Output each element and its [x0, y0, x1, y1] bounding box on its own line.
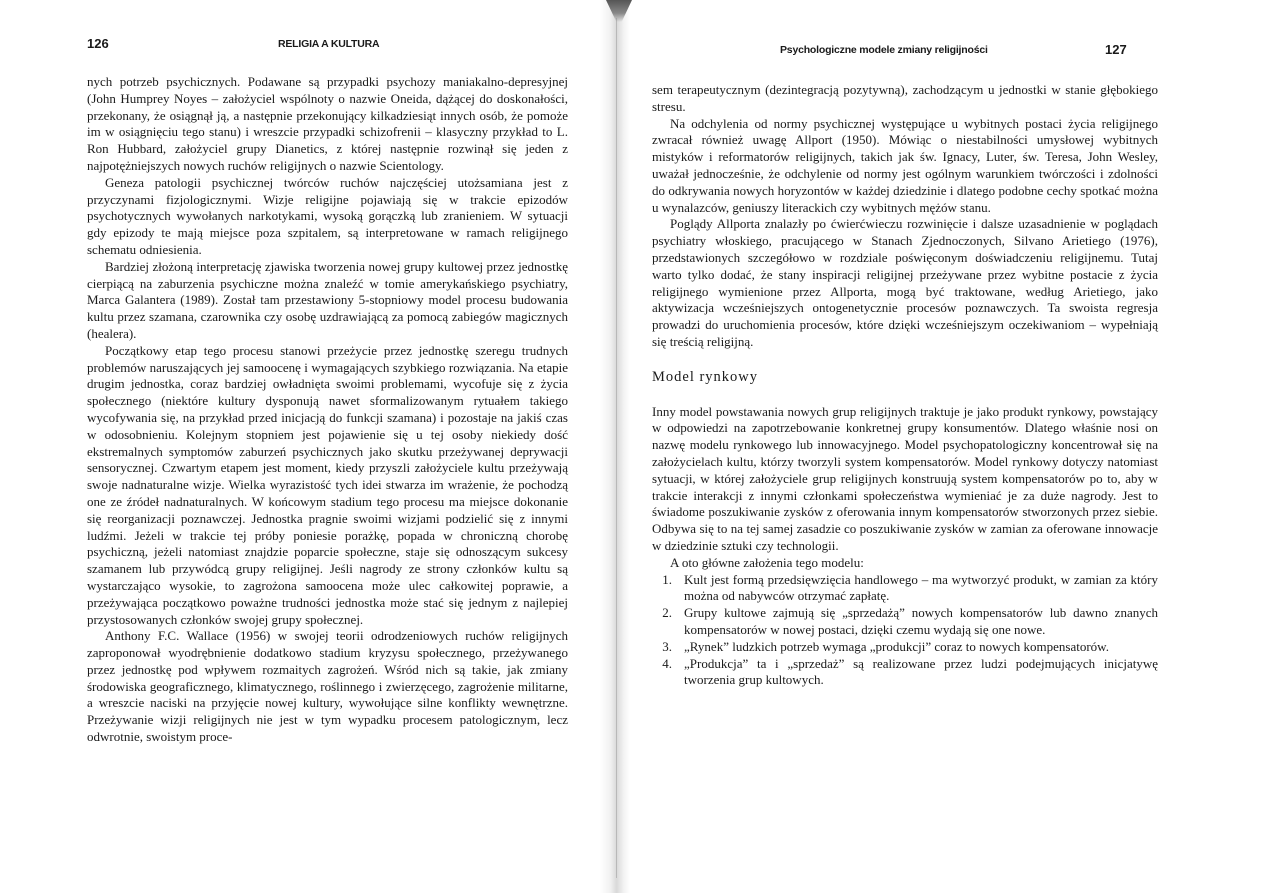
- right-page: [620, 0, 1263, 893]
- paragraph: nych potrzeb psychicznych. Podawane są przypadki psychozy maniakalno-depresyjnej (John Humprey Noyes – założyciel wspólnoty o nazwie Oneida, dążącej do doskonałości, przekonany, że osiągnął ją, a następnie przekonujący kilkadziesiąt innych osób, że pomoże im w osiągnięciu tego stanu) i wreszcie przypadki schizofrenii – klasyczny przykład to L. Ron Hubbard, założyciel grupy Dianetics, z której następnie rozwinął się jeden z najpotężniejszych nowych ruchów religijnych o nazwie Scientology.: [87, 74, 568, 173]
- list-item: 1. Kult jest formą przedsięwzięcia handlowego – ma wytworzyć produkt, w zamian za który można od nabywców otrzymać zapłatę.: [662, 571, 1158, 604]
- paragraph: Na odchylenia od normy psychicznej występujące u wybitnych postaci życia religijnego zwracał również uwagę Allport (1950). Mówiąc o niestabilności umysłowej wybitnych mistyków i reformatorów religijnych, takich jak św. Ignacy, Luter, św. Teresa, John Wesley, uważał jednocześnie, że odchylenie od normy jest ogólnym warunkiem twórczości i zdolności do odkrywania nowych horyzontów w każdej dziedzinie i dlatego podobne cechy spotkać można u wynalazców, geniuszy literackich czy wybitnych mężów stanu.: [652, 115, 1158, 215]
- list-item: 4. „Produkcja” ta i „sprzedaż” są realizowane przez ludzi podejmujących inicjatywę tworzenia grup kultowych.: [662, 655, 1158, 688]
- running-head-right: Psychologiczne modele zmiany religijności: [780, 44, 988, 56]
- paragraph: Geneza patologii psychicznej twórców ruchów najczęściej utożsamiana jest z przyczynami fizjologicznymi. Wizje religijne pojawiają się w trakcie epizodów psychotycznych wywołanych narkotykami, wysoką gorączką lub zranieniem. W sytuacji gdy epizody te mają miejsce poza szpitalem, są interpretowane w ramach religijnego schematu odniesienia.: [87, 174, 568, 257]
- right-page-text: [652, 82, 1158, 689]
- paragraph: sem terapeutycznym (dezintegracją pozytywną), zachodzącym u jednostki w stanie głębokiego stresu.: [652, 82, 1158, 114]
- assumptions-list: [652, 572, 1158, 690]
- paragraph: Bardziej złożoną interpretację zjawiska tworzenia nowej grupy kultowej przez jednostkę cierpiącą na zaburzenia psychiczne można znaleźć w tomie amerykańskiego psychiatry, Marca Galantera (1989). Został tam przestawiony 5-stopniowy model procesu budowania kultu przez szamana, czarownika czy osobę uzdrawiającą za pomocą zabiegów magicznych (healera).: [87, 258, 568, 341]
- paragraph: Poglądy Allporta znalazły po ćwierćwieczu rozwinięcie i dalsze uzasadnienie w poglądach psychiatry włoskiego, pracującego w Stanach Zjednoczonych, Silvano Arietiego (1976), przedstawionych szczegółowo w rozdziale poświęconym doświadczeniu religijnemu. Tutaj warto tylko dodać, że stany inspiracji religijnej przeżywane przez wybitne postacie z życia religijnego wymienione przez Allporta, mogą być traktowane, według Arietiego, jako aktywizacja wcześniejszych ontogenetycznie procesów poznawczych. Ta swoista regresja prowadzi do uruchomienia procesów, które dzięki wcześniejszym oczekiwaniom – wypełniają się treścią religijną.: [652, 216, 1158, 349]
- page-number-right: 127: [1105, 42, 1127, 57]
- left-page: [0, 0, 620, 893]
- running-head-left: RELIGIA A KULTURA: [278, 38, 380, 50]
- left-page-text: [87, 74, 568, 746]
- list-item: 3. „Rynek” ludzkich potrzeb wymaga „produkcji” coraz to nowych kompensatorów.: [662, 638, 1109, 654]
- section-title: Model rynkowy: [652, 368, 759, 385]
- page-number-left: 126: [87, 36, 109, 51]
- paragraph: Początkowy etap tego procesu stanowi przeżycie przez jednostkę szeregu trudnych problemów naruszających jej samoocenę i wymagających szybkiego rozwiązania. Na etapie drugim jednostka, coraz bardziej owładnięta swoimi problemami, wycofuje się z życia społecznego (niektóre kultury dysponują nawet sformalizowanym rytuałem takiego wycofywania się, na przykład przed inicjacją do funkcji szamana) i pozostaje na jakiś czas w odosobnieniu. Kolejnym stopniem jest pojawienie się u tej osoby niekiedy dość ekstremalnych symptomów zaburzeń psychicznych jako skutku przeżywanej deprywacji sensorycznej. Czwartym etapem jest moment, kiedy przyszli założyciele kultu przeżywają swoje nadnaturalne wizje. Wielka wyrazistość tych idei stwarza im wrażenie, że pochodzą one ze źródeł nadnaturalnych. W końcowym stadium tego procesu ma miejsce dokonanie się reorganizacji poznawczej. Jednostka pragnie swoimi wizjami podzielić się z innymi ludźmi. Jeżeli w trakcie tej próby poniesie porażkę, popada w chroniczną chorobę psychiczną, jeżeli natomiast znajdzie poparcie społeczne, staje się odnoszącym sukcesy szamanem lub przywódcą grupy religijnej. Jeśli nagrody ze strony członków kultu są wystarczająco wysokie, to zagrożona samoocena może ulec całkowitej poprawie, a przeżywająca początkowo poważne trudności jednostka może stać się jednym z najlepiej przystosowanych członków swojej grupy społecznej.: [87, 342, 568, 627]
- paragraph: Anthony F.C. Wallace (1956) w swojej teorii odrodzeniowych ruchów religijnych zaproponował wyodrębnienie dodatkowo stadium kryzysu społecznego, przeżywanego przez jednostkę pod wpływem rozmaitych zagrożeń. Wśród nich są takie, jak zmiany środowiska geograficznego, klimatycznego, roślinnego i zwierzęcego, zagrożenie militarne, a wreszcie naciski na przyjęcie nowej kultury, wywołujące silne konflikty wewnętrzne. Przeżywanie wizji religijnych nie jest w tym wypadku procesem patologicznym, lecz odwrotnie, swoistym proce-: [87, 628, 568, 745]
- paragraph: A oto główne założenia tego modelu:: [670, 554, 864, 570]
- paragraph: Inny model powstawania nowych grup religijnych traktuje je jako produkt rynkowy, powstający w odpowiedzi na zapotrzebowanie konkretnej grupy konsumentów. Dlatego właśnie nosi on nazwę modelu rynkowego lub innowacyjnego. Model psychopatologiczny koncentrował się na założycielach kultu, którzy tworzyli system kompensatorów. Model rynkowy dotyczy natomiast sytuacji, w której założyciele grup religijnych konstruują system kompensatorów po to, aby w trakcie interakcji z innymi członkami społeczeństwa wymieniać je za duże nagrody. Jest to świadome poszukiwanie zysków z oferowania innym kompensatorów stworzonych przez siebie. Odbywa się to na tej samej zasadzie co poszukiwanie zysków w zamian za oferowane innowacje w dziedzinie sztuki czy technologii.: [652, 403, 1158, 553]
- list-item: 2. Grupy kultowe zajmują się „sprzedażą” nowych kompensatorów lub dawno znanych kompensatorów w nowej postaci, dzięki czemu wydają się one nowe.: [662, 605, 1158, 637]
